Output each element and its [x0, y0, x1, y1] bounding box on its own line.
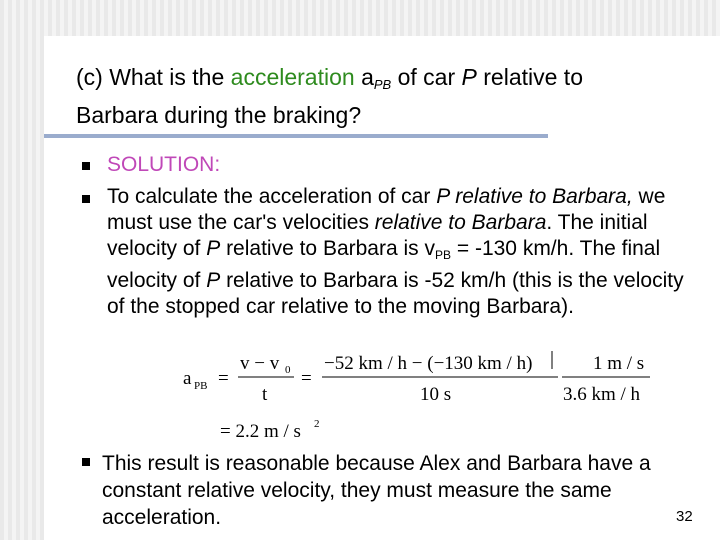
eq-frac2-numerator: −52 km / h − (−130 km / h) — [324, 353, 533, 374]
eq-result-superscript: 2 — [314, 418, 320, 430]
bullet-square-icon — [82, 195, 90, 203]
eq-frac1-numerator-subscript: 0 — [285, 364, 291, 376]
question-symbol: a — [354, 64, 374, 90]
eq-frac3-denominator: 3.6 km / h — [563, 384, 641, 405]
question-suffix: relative to — [476, 64, 583, 90]
eq-equals-1: = — [218, 368, 229, 389]
eq-frac1-numerator: v − v — [240, 353, 280, 374]
eq-lhs: a — [183, 368, 192, 389]
question-prefix: (c) What is the — [76, 64, 231, 90]
question-car: P — [461, 64, 477, 90]
question-mid: of car — [391, 64, 462, 90]
bullet-square-icon — [82, 458, 90, 466]
question-line2: Barbara during the braking? — [76, 102, 362, 128]
acceleration-equation — [150, 345, 670, 445]
conclusion-text: This result is reasonable because Alex and Barbara have a constant relative velocity, they must measure the same acceleration. — [102, 452, 651, 529]
eq-result: = 2.2 m / s — [220, 421, 301, 442]
page-number: 32 — [676, 508, 693, 525]
question-title — [76, 62, 696, 131]
bullet-square-icon — [82, 162, 90, 170]
solution-heading: SOLUTION: — [107, 153, 221, 176]
question-symbol-subscript: PB — [373, 77, 392, 92]
eq-frac1-denominator: t — [262, 384, 268, 405]
eq-frac2-denominator: 10 s — [420, 384, 452, 405]
eq-equals-2: = — [301, 368, 312, 389]
title-divider — [44, 134, 548, 138]
question-accent-word: acceleration — [230, 64, 355, 90]
eq-lhs-subscript: PB — [194, 380, 208, 392]
eq-frac3-numerator: 1 m / s — [593, 353, 645, 374]
solution-text: To calculate the acceleration of car P relative to Barbara, we must use the car's velocities relative to Barbara. The initial velocity of P relative to Barbara is vPB = -130 km/h. The final velocity of P relative to Barbara is -52 km/h (this is the velocity of the stopped car relative to the moving Barbara). — [107, 185, 684, 318]
